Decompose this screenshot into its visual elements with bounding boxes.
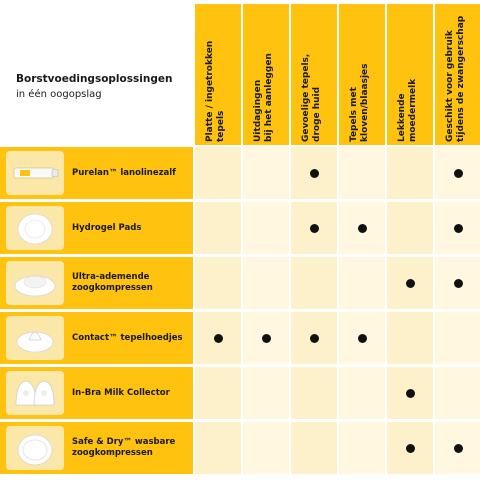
matrix-cell <box>339 147 385 199</box>
matrix-cell <box>195 202 241 254</box>
column-header-6 <box>435 4 480 145</box>
matrix-cell <box>435 422 480 474</box>
applicable-dot <box>454 444 463 453</box>
matrix-cell <box>243 422 289 474</box>
column-header-label: Geschikt voor gebruik tijdens de zwangerschap <box>445 15 466 142</box>
disposable-nursing-pad-icon <box>6 261 64 305</box>
matrix-cell <box>339 257 385 309</box>
matrix-cell <box>339 202 385 254</box>
lanolin-tube-icon <box>6 151 64 195</box>
applicable-dot <box>310 334 319 343</box>
matrix-cell <box>387 202 433 254</box>
applicable-dot <box>454 169 463 178</box>
matrix-cell <box>339 422 385 474</box>
column-header-3 <box>291 4 337 145</box>
matrix-cell <box>243 312 289 364</box>
applicable-dot <box>406 279 415 288</box>
product-name: In-Bra Milk Collector <box>72 387 170 398</box>
column-header-label: Platte / ingetrokken tepels <box>205 40 226 142</box>
matrix-cell <box>195 367 241 419</box>
row-label-5 <box>0 367 193 419</box>
hydrogel-pad-icon <box>6 206 64 250</box>
matrix-cell <box>291 257 337 309</box>
matrix-cell <box>243 257 289 309</box>
milk-collector-icon <box>6 371 64 415</box>
product-name: Contact™ tepelhoedjes <box>72 332 183 343</box>
matrix-cell <box>243 367 289 419</box>
matrix-cell <box>387 422 433 474</box>
column-header-4 <box>339 4 385 145</box>
column-header-2 <box>243 4 289 145</box>
matrix-cell <box>387 367 433 419</box>
matrix-cell <box>195 312 241 364</box>
applicable-dot <box>406 444 415 453</box>
nipple-shield-icon <box>6 316 64 360</box>
matrix-cell <box>387 147 433 199</box>
row-label-4 <box>0 312 193 364</box>
column-header-label: Tepels met kloven/blaasjes <box>349 63 370 142</box>
row-label-2 <box>0 202 193 254</box>
product-name: Hydrogel Pads <box>72 222 142 233</box>
applicable-dot <box>310 169 319 178</box>
applicable-dot <box>454 224 463 233</box>
matrix-cell <box>339 312 385 364</box>
matrix-cell <box>291 147 337 199</box>
matrix-cell <box>435 312 480 364</box>
applicable-dot <box>454 279 463 288</box>
column-header-label: Uitdagingen bij het aanleggen <box>253 53 274 142</box>
applicable-dot <box>358 224 367 233</box>
product-name: Purelan™ lanolinezalf <box>72 167 176 178</box>
matrix-cell <box>435 257 480 309</box>
row-label-1 <box>0 147 193 199</box>
matrix-cell <box>339 367 385 419</box>
column-header-1 <box>195 4 241 145</box>
matrix-cell <box>387 312 433 364</box>
chart-heading <box>16 72 196 102</box>
column-header-5 <box>387 4 433 145</box>
applicable-dot <box>406 389 415 398</box>
matrix-cell <box>291 367 337 419</box>
page-title: Borstvoedingsoplossingen <box>16 73 173 85</box>
matrix-cell <box>243 202 289 254</box>
matrix-cell <box>291 202 337 254</box>
applicable-dot <box>262 334 271 343</box>
matrix-cell <box>243 147 289 199</box>
matrix-cell <box>435 367 480 419</box>
matrix-cell <box>291 422 337 474</box>
row-label-3 <box>0 257 193 309</box>
matrix-cell <box>195 257 241 309</box>
product-name: Ultra-ademende zoogkompressen <box>72 272 153 293</box>
matrix-cell <box>435 202 480 254</box>
row-label-6 <box>0 422 193 474</box>
applicable-dot <box>310 224 319 233</box>
product-name: Safe & Dry™ wasbare zoogkompressen <box>72 437 176 458</box>
matrix-cell <box>195 422 241 474</box>
matrix-cell <box>195 147 241 199</box>
page-subtitle: in één oogopslag <box>16 89 102 100</box>
applicable-dot <box>214 334 223 343</box>
matrix-cell <box>291 312 337 364</box>
applicable-dot <box>358 334 367 343</box>
matrix-cell <box>387 257 433 309</box>
washable-nursing-pad-icon <box>6 426 64 470</box>
matrix-cell <box>435 147 480 199</box>
column-header-label: Gevoelige tepels, droge huid <box>301 53 322 142</box>
column-header-label: Lekkende moedermelk <box>397 78 418 142</box>
